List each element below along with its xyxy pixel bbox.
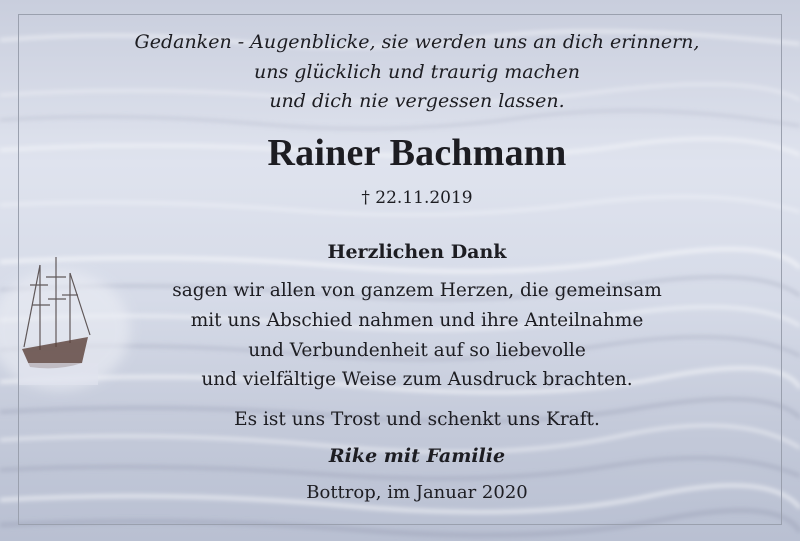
place-date: Bottrop, im Januar 2020 (306, 482, 528, 503)
death-date: † 22.11.2019 (361, 188, 473, 208)
closing-line: Es ist uns Trost und schenkt uns Kraft. (234, 409, 600, 430)
deceased-name: Rainer Bachmann (267, 132, 567, 174)
body-line: mit uns Abschied nahmen und ihre Anteilnahme (190, 310, 644, 331)
verse-line: Gedanken - Augenblicke, sie werden uns an dich erinnern, (134, 31, 700, 53)
body-line: sagen wir allen von ganzem Herzen, die gemeinsam (172, 280, 662, 301)
verse-line: und dich nie vergessen lassen. (269, 90, 565, 112)
thanks-heading: Herzlichen Dank (327, 241, 507, 263)
body-line: und vielfältige Weise zum Ausdruck brachten. (201, 369, 633, 390)
signature: Rike mit Familie (328, 445, 506, 467)
verse-line: uns glücklich und traurig machen (254, 61, 580, 83)
body-line: und Verbundenheit auf so liebevolle (248, 340, 586, 361)
